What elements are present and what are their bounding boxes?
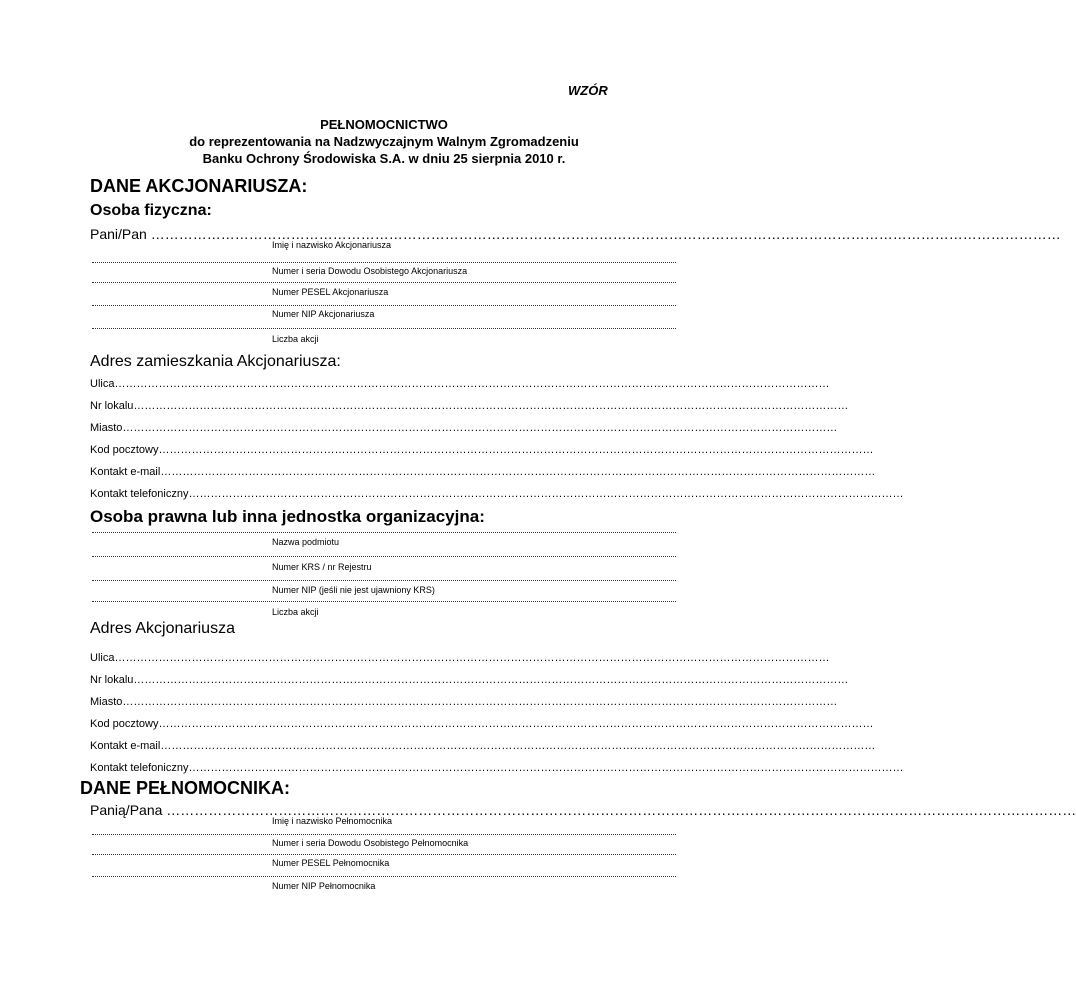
proxy-name-fill-line[interactable]: Panią/Pana …………………………………………………………………………………………………………………………………………………………………………… [90,802,1076,818]
proxy-section-title: DANE PEŁNOMOCNIKA: [80,778,290,798]
name-fill-line[interactable]: Pani/Pan …………………………………………………………………………………………………………………………………………………………………………… [90,226,1061,242]
field-label: Numer PESEL Pełnomocnika [272,858,390,868]
field-label: Imię i nazwisko Akcjonariusza [272,240,392,250]
field-label: Liczba akcji [272,607,319,617]
field-label: Numer NIP (jeśli nie jest ujawniony KRS) [272,585,435,595]
legal-address-line-postal[interactable]: Kod pocztowy…………………………………………………………………………………………………………………………………………………………………………… [90,718,874,730]
document-subtitle-line-2: Banku Ochrony Środowiska S.A. w dniu 25 sierpnia 2010 r. [202,151,566,166]
legal-entity-title: Osoba prawna lub inna jednostka organizacyjna: [90,507,485,526]
legal-address-line-street[interactable]: Ulica…………………………………………………………………………………………………………………………………………………………………………… [90,652,830,664]
legal-address-line-phone[interactable]: Kontakt telefoniczny…………………………………………………………………………………………………………………………………………………………………………… [90,762,904,774]
shares-fill-line[interactable] [92,328,676,329]
legal-address-line-unit[interactable]: Nr lokalu…………………………………………………………………………………………………………………………………………………………………………… [90,674,849,686]
document-title: PEŁNOMOCNICTWO [320,117,448,132]
field-label: Numer NIP Pełnomocnika [272,881,376,891]
shareholder-section-title: DANE AKCJONARIUSZA: [90,176,308,196]
field-label: Numer KRS / nr Rejestru [272,562,372,572]
address-line-street[interactable]: Ulica…………………………………………………………………………………………………………………………………………………………………………… [90,378,830,390]
entity-nip-fill-line[interactable] [92,580,676,581]
field-label: Nazwa podmiotu [272,537,340,547]
proxy-id-fill-line[interactable] [92,834,676,835]
legal-address-line-city[interactable]: Miasto…………………………………………………………………………………………………………………………………………………………………………… [90,696,838,708]
pesel-fill-line[interactable] [92,282,676,283]
field-label: Imię i nazwisko Pełnomocnika [272,816,393,826]
proxy-nip-fill-line[interactable] [92,876,676,877]
field-label: Numer i seria Dowodu Osobistego Akcjonariusza [272,266,468,276]
nip-fill-line[interactable] [92,305,676,306]
address-line-postal[interactable]: Kod pocztowy…………………………………………………………………………………………………………………………………………………………………………… [90,444,874,456]
address-line-city[interactable]: Miasto…………………………………………………………………………………………………………………………………………………………………………… [90,422,838,434]
krs-fill-line[interactable] [92,556,676,557]
document-subtitle-line-1: do reprezentowania na Nadzwyczajnym Walnym Zgromadzeniu [189,134,579,149]
entity-name-fill-line[interactable] [92,532,676,533]
proxy-pesel-fill-line[interactable] [92,854,676,855]
natural-person-title: Osoba fizyczna: [90,202,212,219]
field-label: Liczba akcji [272,334,319,344]
shareholder-address-title: Adres Akcjonariusza [90,620,235,637]
field-label: Numer NIP Akcjonariusza [272,309,375,319]
entity-shares-fill-line[interactable] [92,601,676,602]
residence-address-title: Adres zamieszkania Akcjonariusza: [90,353,341,370]
legal-address-line-email[interactable]: Kontakt e-mail…………………………………………………………………………………………………………………………………………………………………………… [90,740,876,752]
address-line-email[interactable]: Kontakt e-mail…………………………………………………………………………………………………………………………………………………………………………… [90,466,876,478]
field-label: Numer i seria Dowodu Osobistego Pełnomocnika [272,838,469,848]
id-fill-line[interactable] [92,262,676,263]
wzor-label: WZÓR [568,83,608,98]
address-line-phone[interactable]: Kontakt telefoniczny…………………………………………………………………………………………………………………………………………………………………………… [90,488,904,500]
field-label: Numer PESEL Akcjonariusza [272,287,389,297]
address-line-unit[interactable]: Nr lokalu…………………………………………………………………………………………………………………………………………………………………………… [90,400,849,412]
